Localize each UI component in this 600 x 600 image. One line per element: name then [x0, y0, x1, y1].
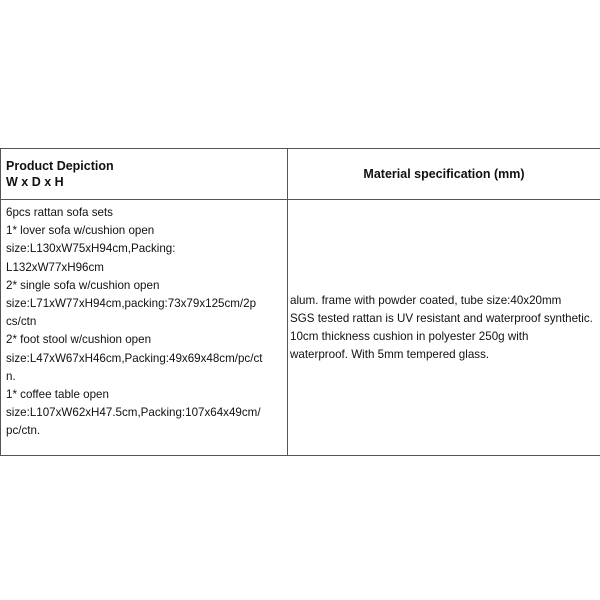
product-line: size:L130xW75xH94cm,Packing: [6, 242, 176, 256]
spec-table [0, 148, 600, 456]
product-line: 1* coffee table open [6, 388, 109, 402]
product-line: pc/ctn. [6, 424, 41, 438]
product-line: size:L71xW77xH94cm,packing:73x79x125cm/2p [6, 297, 257, 311]
header-left-line: W x D x H [6, 175, 64, 189]
product-line: 6pcs rattan sofa sets [6, 206, 113, 219]
table-row [1, 200, 600, 456]
material-specification-cell [288, 200, 600, 456]
product-line: 2* single sofa w/cushion open [6, 278, 160, 292]
table-header-row [1, 149, 600, 200]
material-line: 10cm thickness cushion in polyester 250g with [290, 329, 529, 343]
material-line: SGS tested rattan is UV resistant and waterproof synthetic. [290, 311, 593, 325]
product-line: n. [6, 369, 16, 383]
product-line: size:L107xW62xH47.5cm,Packing:107x64x49cm/ [6, 406, 261, 420]
material-line: alum. frame with powder coated, tube size:40x20mm [290, 293, 562, 307]
product-line: cs/ctn [6, 315, 37, 329]
product-line: size:L47xW67xH46cm,Packing:49x69x48cm/pc/ct [6, 351, 263, 365]
product-line: 2* foot stool w/cushion open [6, 333, 152, 347]
header-left-line: Product Depiction [6, 159, 114, 173]
product-line: 1* lover sofa w/cushion open [6, 224, 155, 238]
header-material-specification: Material specification (mm) [288, 149, 600, 200]
product-line: L132xW77xH96cm [6, 260, 104, 274]
header-product-depiction [1, 149, 288, 200]
product-description-cell [1, 200, 288, 456]
material-line: waterproof. With 5mm tempered glass. [290, 347, 490, 361]
